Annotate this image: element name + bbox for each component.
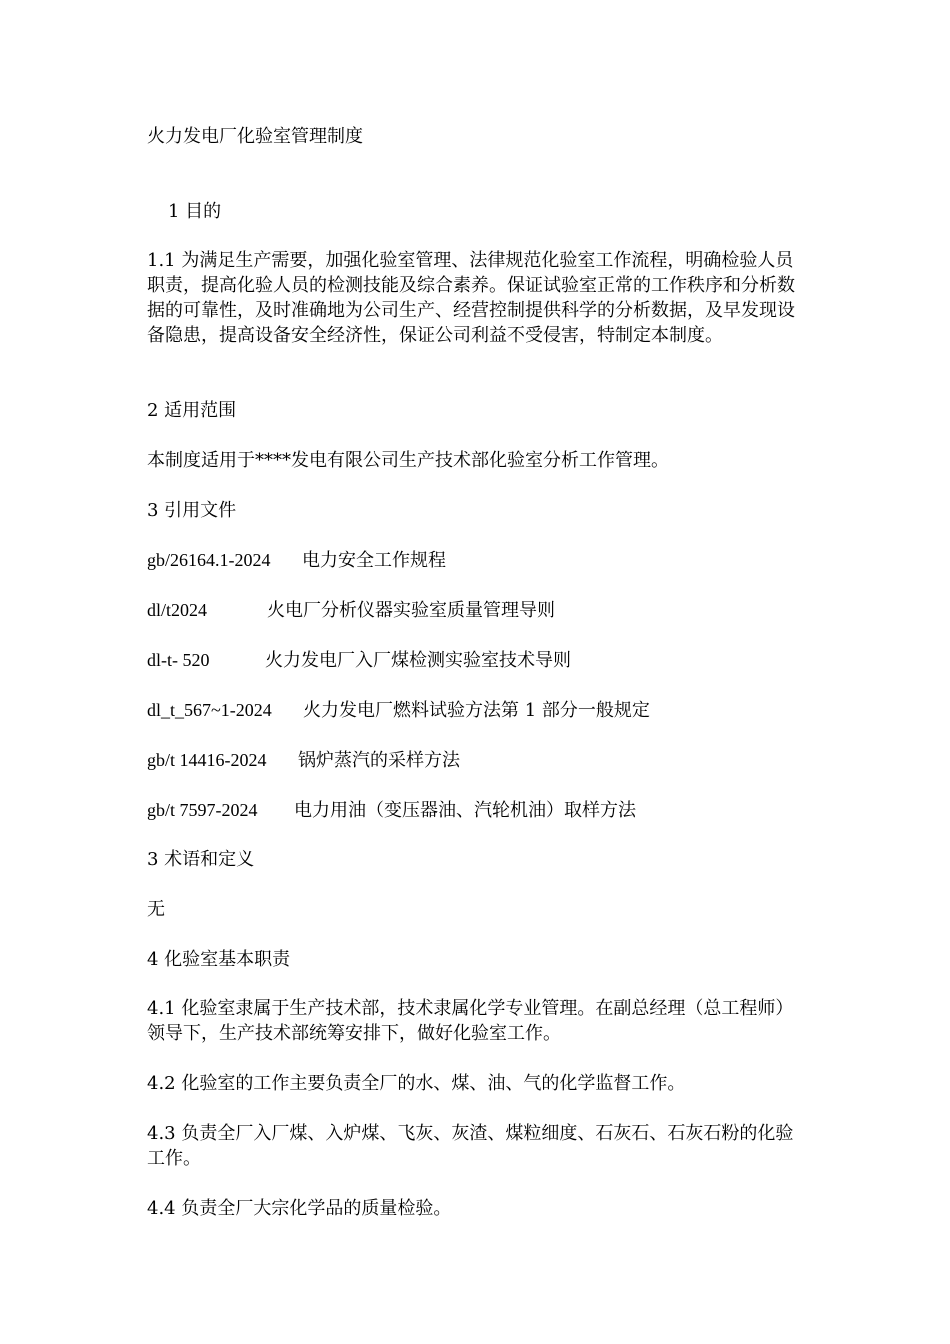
reference-name: 电力安全工作规程	[302, 550, 446, 571]
section-3-heading: 3 引用文件	[147, 500, 237, 521]
reference-name: 火力发电厂入厂煤检测实验室技术导则	[265, 650, 571, 671]
section-2-heading: 2 适用范围	[147, 400, 237, 421]
reference-code: dl/t2024	[147, 600, 208, 620]
reference-code: dl_t_567~1-2024	[147, 700, 272, 720]
paragraph-4-2: 4.2 化验室的工作主要负责全厂的水、煤、油、气的化学监督工作。	[147, 1073, 686, 1094]
section-3b-body: 无	[147, 899, 165, 920]
reference-name: 火电厂分析仪器实验室质量管理导则	[267, 600, 555, 621]
reference-code: dl-t- 520	[147, 650, 210, 670]
reference-item	[147, 698, 650, 723]
section-3b-heading: 3 术语和定义	[147, 849, 255, 870]
document-title: 火力发电厂化验室管理制度	[147, 126, 363, 147]
paragraph-4-1: 4.1 化验室隶属于生产技术部，技术隶属化学专业管理。在副总经理（总工程师）领导下，生产技术部统筹安排下，做好化验室工作。	[147, 998, 794, 1044]
reference-name: 火力发电厂燃料试验方法第 1 部分一般规定	[303, 700, 650, 721]
paragraph-4-4: 4.4 负责全厂大宗化学品的质量检验。	[147, 1198, 452, 1219]
reference-item	[147, 648, 571, 673]
reference-name: 锅炉蒸汽的采样方法	[298, 750, 460, 771]
reference-code: gb/t 7597-2024	[147, 800, 258, 820]
reference-item	[147, 748, 460, 773]
reference-code: gb/t 14416-2024	[147, 750, 267, 770]
reference-item	[147, 798, 636, 823]
reference-name: 电力用油（变压器油、汽轮机油）取样方法	[294, 800, 636, 821]
reference-code: gb/26164.1-2024	[147, 550, 271, 570]
paragraph-1-1: 1.1 为满足生产需要，加强化验室管理、法律规范化验室工作流程，明确检验人员职责，提高化验人员的检测技能及综合素养。保证试验室正常的工作秩序和分析数据的可靠性，及时准确地为公司生产、经营控制提供科学的分析数据，及早发现设备隐患，提高设备安全经济性，保证公司利益不受侵害，特制定本制度。	[147, 250, 795, 346]
section-2-body: 本制度适用于****发电有限公司生产技术部化验室分析工作管理。	[147, 450, 669, 471]
section-4-heading: 4 化验室基本职责	[147, 949, 291, 970]
section-1-heading: 1 目的	[168, 201, 222, 222]
reference-item	[147, 548, 446, 573]
paragraph-4-3: 4.3 负责全厂入厂煤、入炉煤、飞灰、灰渣、煤粒细度、石灰石、石灰石粉的化验工作。	[147, 1123, 794, 1169]
reference-item	[147, 598, 555, 623]
